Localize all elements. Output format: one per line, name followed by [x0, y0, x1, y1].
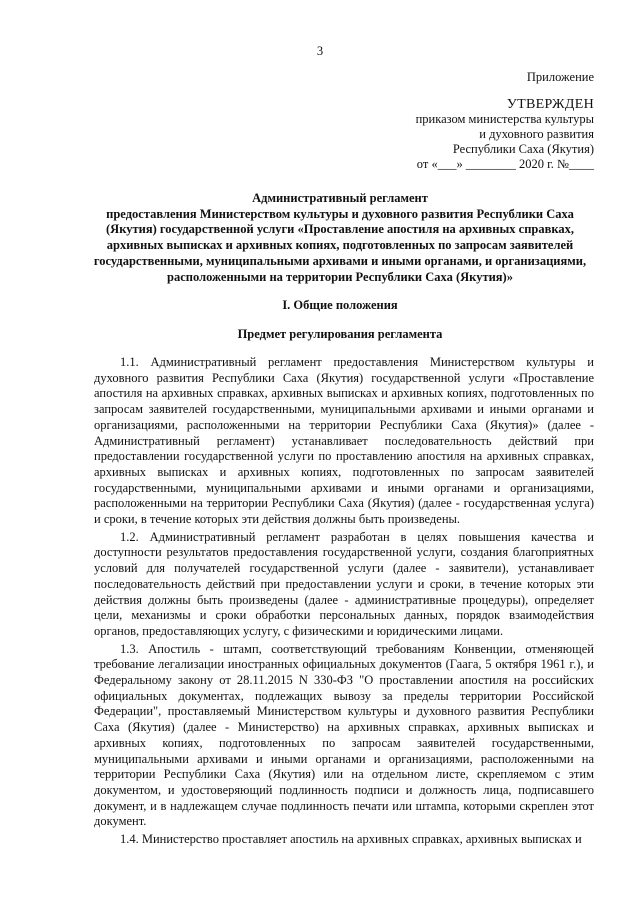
approval-stamp	[374, 70, 594, 172]
document-title	[80, 191, 600, 285]
approval-line: Республики Саха (Якутия)	[452, 142, 594, 156]
title-heading: Административный регламент	[252, 191, 428, 205]
page-number: 3	[316, 44, 324, 58]
appendix-label: Приложение	[526, 70, 594, 84]
approval-date-line: от «___» ________ 2020 г. №____	[416, 157, 594, 171]
paragraph-1-4: 1.4. Министерство проставляет апостиль на архивных справках, архивных выписках и	[120, 832, 582, 847]
paragraph-1-2: 1.2. Административный регламент разработан в целях повышения качества и доступности результатов предоставления государственной услуги, создания благоприятных условий для получателей государственной услуги (далее - заявители), устанавливает последовательность действий при предоставлении услуги и сроки, в течение которых эти действия должны быть произведены (далее - административные процедуры), определяет цели, механизмы и сроки обработки персональных данных, порядок взаимодействия органов, предоставляющих услугу, с физическими и юридическими лицами.	[94, 529, 594, 638]
title-subtitle: предоставления Министерством культуры и духовного развития Республики Саха (Якутия) государственной услуги «Проставление апостиля на архивных справках, архивных выписках и архивных копиях, подготовленных по запросам заявителей государственными, муниципальными архивами и иными органами, и организациями, расположенными на территории Республики Саха (Якутия)»	[93, 206, 587, 284]
approved-label: УТВЕРЖДЕН	[506, 97, 594, 112]
subsection-heading: Предмет регулирования регламента	[237, 327, 443, 341]
document-body	[94, 355, 594, 848]
approval-line: приказом министерства культуры	[415, 112, 594, 126]
section-heading: I. Общие положения	[282, 298, 398, 312]
paragraph-1-3: 1.3. Апостиль - штамп, соответствующий требованиям Конвенции, отменяющей требование легализации иностранных официальных документов (Гаага, 5 октября 1961 г.), и Федеральному закону от 28.11.2015 N 330-ФЗ "О проставлении апостиля на российских официальных документах, подлежащих вывозу за пределы территории Российской Федерации", проставляемый Министерством культуры и духовного развития Республики Саха (Якутия) (далее - Министерство) на архивных справках, архивных выписках и архивных копиях, подготовленных по запросам заявителей государственными, муниципальными архивами и иными органами и организациями, расположенными на территории Республики Саха (Якутия) или на отдельном листе, скрепляемом с этим документом, и удостоверяющий подлинность подписи и должность лица, подписавшего документ, и в надлежащем случае подлинность печати или штампа, которыми скреплен этот документ.	[94, 641, 594, 829]
approval-line: и духовного развития	[479, 127, 594, 141]
paragraph-1-1: 1.1. Административный регламент предоставления Министерством культуры и духовного развития Республики Саха (Якутия) государственной услуги «Проставление апостиля на архивных справках, архивных выписках и архивных копиях, подготовленных по запросам заявителей государственными, муниципальными архивами и иными органами и организациями, расположенными на территории Республики Саха (Якутия)» (далее - Административный регламент) устанавливает последовательность действий при предоставлении государственной услуги по проставлению апостиля на архивных справках, архивных выписках и архивных копиях, подготовленных по запросам заявителей государственными, муниципальными архивами и иными органами и организациями, расположенными на территории Республики Саха (Якутия) (далее - государственная услуга) и сроки, в течение которых эти действия должны быть произведены.	[94, 355, 594, 527]
